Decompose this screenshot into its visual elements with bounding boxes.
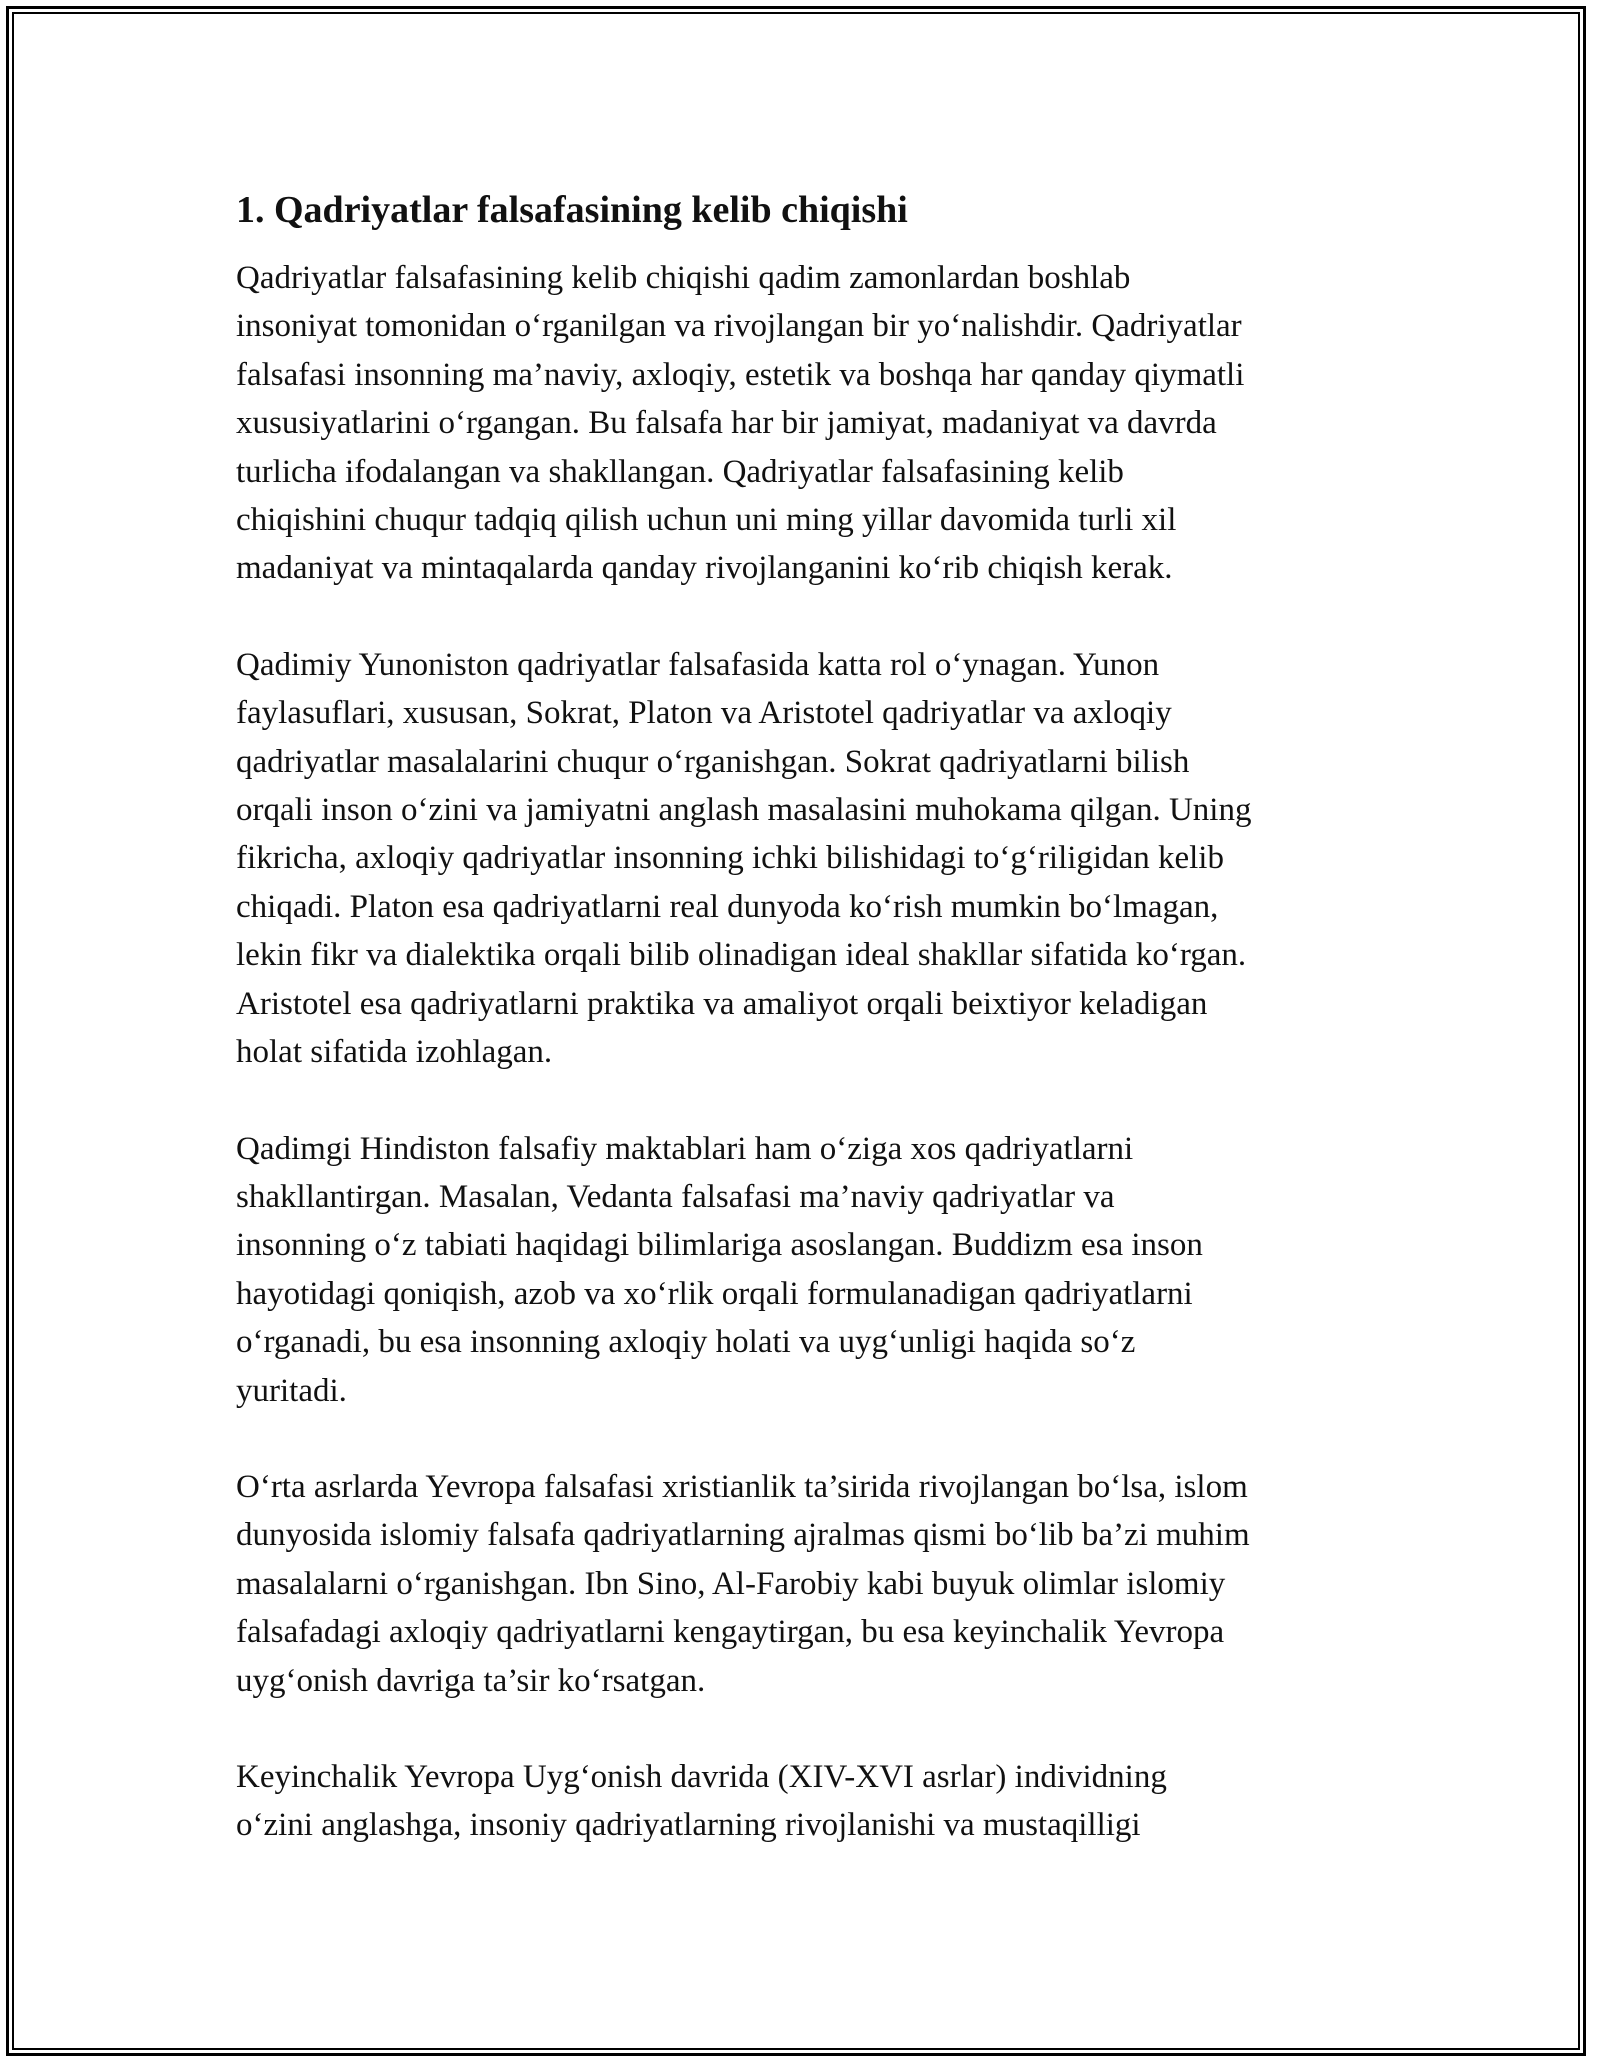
paragraph-line: dunyosida islomiy falsafa qadriyatlarning ajralmas qismi bo‘lib ba’zi muhim	[236, 1517, 1250, 1554]
paragraph-line: Qadriyatlar falsafasining kelib chiqishi qadim zamonlardan boshlab	[236, 260, 1131, 296]
paragraph-line: faylasuflari, xususan, Sokrat, Platon va Aristotel qadriyatlar va axloqiy	[236, 695, 1172, 732]
paragraph-line: chiqishini chuqur tadqiq qilish uchun uni ming yillar davomida turli xil	[236, 502, 1177, 539]
paragraph-line: chiqadi. Platon esa qadriyatlarni real dunyoda ko‘rish mumkin bo‘lmagan,	[236, 888, 1219, 925]
paragraph-line: orqali inson o‘zini va jamiyatni anglash masalasini muhokama qilgan. Uning	[236, 792, 1252, 829]
paragraph-line: Aristotel esa qadriyatlarni praktika va amaliyot orqali beixtiyor keladigan	[236, 985, 1208, 1022]
paragraph-line: falsafadagi axloqiy qadriyatlarni kengaytirgan, bu esa keyinchalik Yevropa	[236, 1614, 1225, 1651]
paragraph-line: Qadimgi Hindiston falsafiy maktablari ham o‘ziga xos qadriyatlarni	[236, 1130, 1134, 1167]
paragraph-line: uyg‘onish davriga ta’sir ko‘rsatgan.	[236, 1662, 706, 1699]
paragraph-line: o‘zini anglashga, insoniy qadriyatlarning rivojlanishi va mustaqilligi	[236, 1807, 1141, 1844]
paragraph-2	[236, 641, 1376, 1077]
paragraph-line: shakllantirgan. Masalan, Vedanta falsafasi ma’naviy qadriyatlar va	[236, 1178, 1115, 1215]
paragraph-line: insonning o‘z tabiati haqidagi bilimlariga asoslangan. Buddizm esa inson	[236, 1227, 1203, 1264]
paragraph-line: insoniyat tomonidan o‘rganilgan va rivojlangan bir yo‘nalishdir. Qadriyatlar	[236, 308, 1242, 345]
paragraph-1	[236, 254, 1376, 593]
paragraph-line: xususiyatlarini o‘rgangan. Bu falsafa har bir jamiyat, madaniyat va davrda	[236, 405, 1217, 442]
paragraph-line: falsafasi insonning ma’naviy, axloqiy, estetik va boshqa har qanday qiymatli	[236, 356, 1245, 393]
paragraph-4	[236, 1463, 1376, 1705]
paragraph-line: yuritadi.	[236, 1372, 347, 1409]
document-body	[236, 186, 1376, 1898]
paragraph-line: turlicha ifodalangan va shakllangan. Qadriyatlar falsafasining kelib	[236, 453, 1124, 490]
paragraph-line: holat sifatida izohlagan.	[236, 1034, 553, 1071]
paragraph-line: masalalarni o‘rganishgan. Ibn Sino, Al-Farobiy kabi buyuk olimlar islomiy	[236, 1565, 1226, 1602]
paragraph-line: lekin fikr va dialektika orqali bilib olinadigan ideal shakllar sifatida ko‘rgan.	[236, 937, 1247, 974]
section-heading: 1. Qadriyatlar falsafasining kelib chiqishi	[236, 189, 908, 231]
paragraph-3	[236, 1125, 1376, 1415]
paragraph-line: Qadimiy Yunoniston qadriyatlar falsafasida katta rol o‘ynagan. Yunon	[236, 646, 1160, 683]
paragraph-line: fikricha, axloqiy qadriyatlar insonning ichki bilishidagi to‘g‘riligidan kelib	[236, 840, 1224, 877]
paragraph-line: o‘rganadi, bu esa insonning axloqiy holati va uyg‘unligi haqida so‘z	[236, 1324, 1136, 1361]
paragraph-line: hayotidagi qoniqish, azob va xo‘rlik orqali formulanadigan qadriyatlarni	[236, 1275, 1193, 1312]
paragraph-line: qadriyatlar masalalarini chuqur o‘rganishgan. Sokrat qadriyatlarni bilish	[236, 743, 1190, 780]
paragraph-line: O‘rta asrlarda Yevropa falsafasi xristianlik ta’sirida rivojlangan bo‘lsa, islom	[236, 1468, 1248, 1505]
paragraph-5	[236, 1753, 1376, 1850]
paragraph-line: madaniyat va mintaqalarda qanday rivojlanganini ko‘rib chiqish kerak.	[236, 550, 1173, 587]
paragraph-list	[236, 254, 1376, 1850]
paragraph-line: Keyinchalik Yevropa Uyg‘onish davrida (XIV-XVI asrlar) individning	[236, 1758, 1167, 1795]
